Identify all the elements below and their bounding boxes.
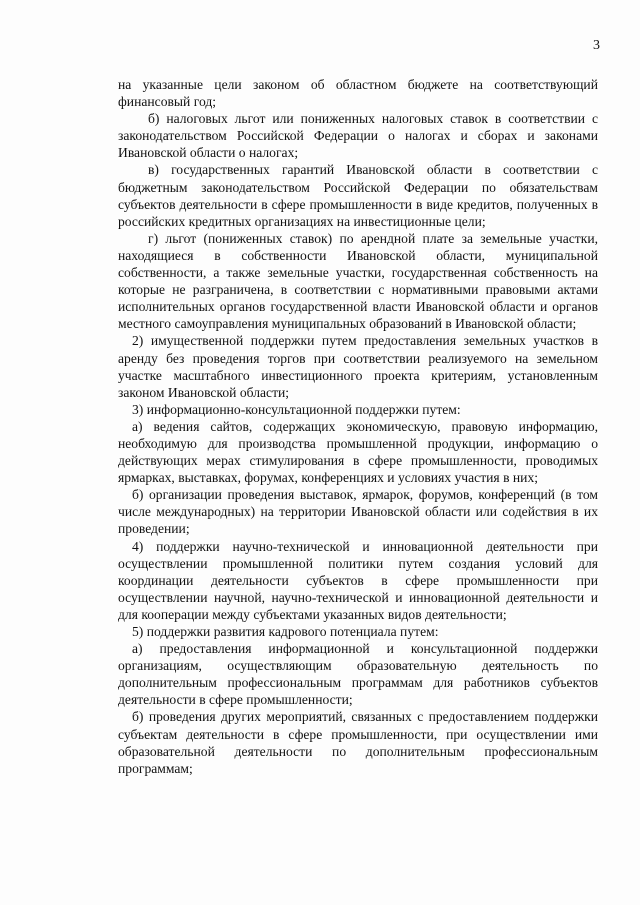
paragraph-continuation: на указанные цели законом об областном бюджете на соответствующий финансовый год; (118, 77, 598, 110)
paragraph-state-guarantees: в) государственных гарантий Ивановской области в соответствии с бюджетным законодательством Российской Федерации по обязательствам субъектов деятельности в сфере промышленности в виде кредитов, полученных в российских кредитных организациях на инвестиционные цели; (118, 162, 598, 229)
paragraph-rent-benefits: г) льгот (пониженных ставок) по арендной плате за земельные участки, находящиеся в собственности Ивановской области, муниципальной собственности, а также земельные участки, государственная собственность на которые не разграничена, в соответствии с нормативными правовыми актами исполнительных органов государственной власти Ивановской области и органов местного самоуправления муниципальных образований в Ивановской области; (118, 230, 598, 332)
paragraph-property-support: 2) имущественной поддержки путем предоставления земельных участков в аренду без проведения торгов при соответствии реализуемого на земельном участке масштабного инвестиционного проекта критериям, установленным законом Ивановской области; (118, 333, 598, 400)
paragraph-info-support: 3) информационно-консультационной поддержки путем: (132, 401, 461, 417)
paragraph-other-measures: б) проведения других мероприятий, связанных с предоставлением поддержки субъектам деятельности в сфере промышленности, при осуществлении ими образовательной деятельности по дополнительным профессиональным программам; (118, 709, 598, 776)
paragraph-science-support: 4) поддержки научно-технической и инновационной деятельности при осуществлении промышленной политики путем создания условий для координации деятельности субъектов в сфере промышленности при осуществлении научной, научно-технической и инновационной деятельности и для кооперации между субъектами указанных видов деятельности; (118, 538, 598, 622)
paragraph-personnel-support: 5) поддержки развития кадрового потенциала путем: (132, 624, 439, 639)
page-number: 3 (593, 38, 600, 53)
paragraph-websites: а) ведения сайтов, содержащих экономическую, правовую информацию, необходимую для производства промышленной продукции, информацию о действующих мерах стимулирования в сфере промышленности, проводимых ярмарках, выставках, форумах, конференциях и условиях участия в них; (118, 418, 598, 486)
paragraph-consulting: а) предоставления информационной и консультационной поддержки организациям, осуществляющим образовательную деятельность по дополнительным профессиональным программам для работников субъектов деятельности в сфере промышленности; (118, 641, 598, 708)
paragraph-tax-benefits: б) налоговых льгот или пониженных налоговых ставок в соответствии с законодательством Российской Федерации о налогах и сборах и законами Ивановской области о налогах; (118, 111, 598, 161)
paragraph-exhibitions: б) организации проведения выставок, ярмарок, форумов, конференций (в том числе международных) на территории Ивановской области или содействия в их проведении; (118, 487, 598, 537)
document-body (118, 76, 598, 777)
